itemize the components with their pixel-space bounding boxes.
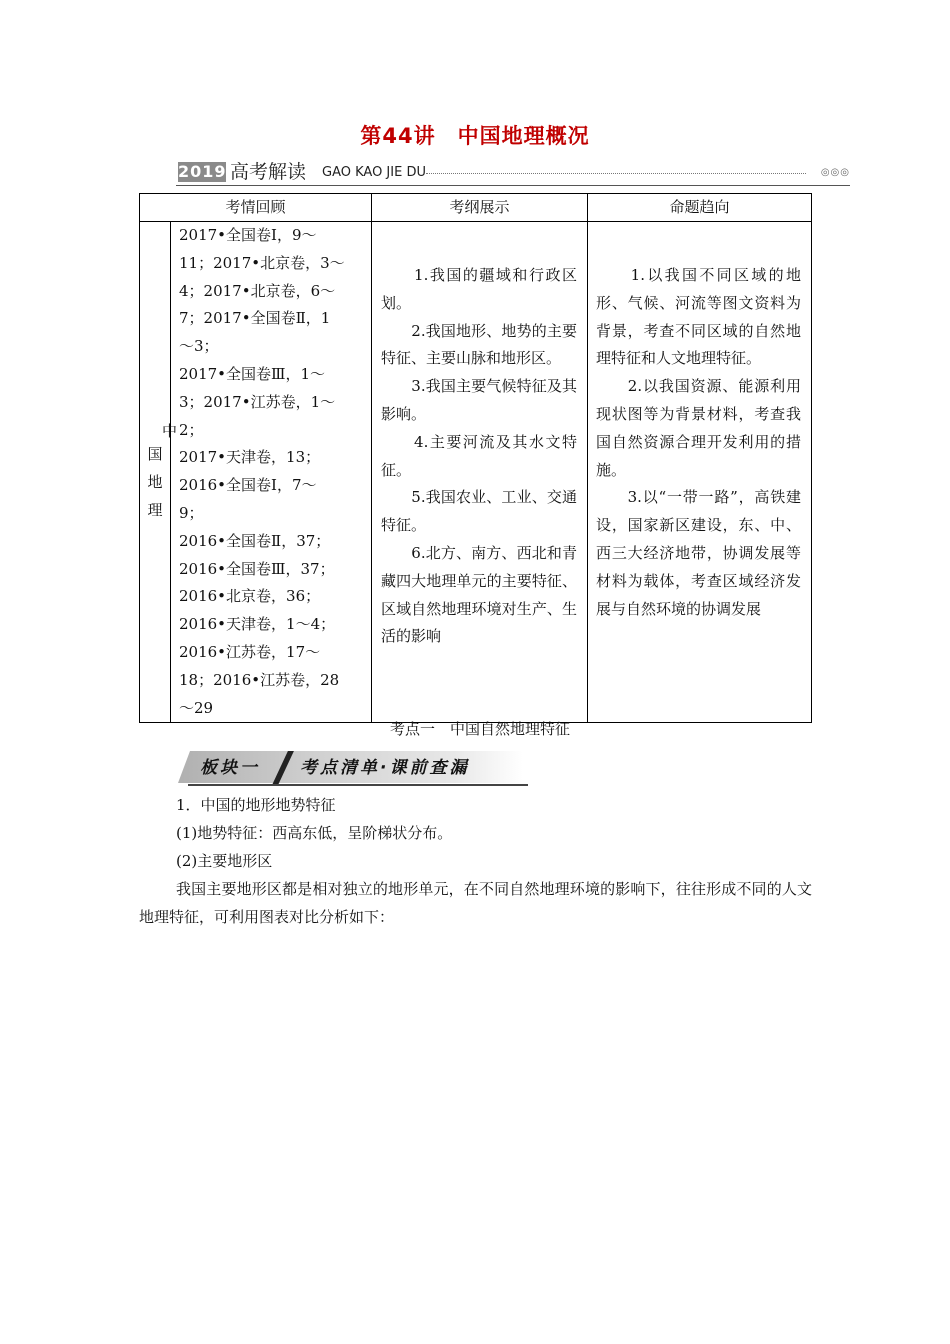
gaokao-banner (176, 159, 850, 185)
kaodian-heading: 考点一 中国自然地理特征 (389, 720, 570, 738)
subheading-2: (2)主要地形区 (176, 852, 273, 870)
banner-title-en: GAO KAO JIE DU (322, 165, 426, 180)
section-banner (178, 751, 528, 787)
heading-1: 1．中国的地形地势特征 (176, 796, 336, 814)
header-review: 考情回顾 (140, 194, 372, 222)
section-part-a: 板块一 (200, 758, 260, 778)
trend-cell (588, 222, 812, 723)
header-trend: 命题趋向 (588, 194, 812, 222)
body-text (139, 791, 812, 931)
exam-years-cell (171, 222, 372, 723)
outline-text: 1.我国的疆域和行政区划。 2.我国地形、地势的主要特征、主要山脉和地形区。 3.我国主要气候特征及其影响。 4.主要河流及其水文特征。 5.我国农业、工业、交通特征。 6.北方、南方、西北和青藏四大地理单元的主要特征、区域自然地理环境对生产、生活的影响 (381, 266, 577, 646)
paragraph: 我国主要地形区都是相对独立的地形单元，在不同自然地理环境的影响下，往往形成不同的人文地理特征，可利用图表对比分析如下： (139, 880, 812, 926)
exam-years-text: 2017•全国卷Ⅰ，9～ 11；2017•北京卷，3～ 4；2017•北京卷，6～ 7；2017•全国卷Ⅱ，1 ～3； 2017•全国卷Ⅲ，1～ 3；2017•江苏卷，1～ 2； 2017•天津卷，13； 2016•全国卷Ⅰ，7～ 9； 2016•全国卷Ⅱ，37； 2016•全国卷Ⅲ，37； 2016•北京卷，36； 2016•天津卷，1～4； 2016•江苏卷，17～ 18；2016•江苏卷，28 ～29 (179, 226, 345, 717)
exam-info-table (139, 193, 812, 723)
banner-dotted-line (426, 173, 806, 174)
banner-rule (176, 185, 850, 186)
row-label-first-char: 中 (162, 422, 178, 440)
header-outline: 考纲展示 (372, 194, 588, 222)
subheading-1: (1)地势特征：西高东低，呈阶梯状分布。 (176, 824, 453, 842)
page-title: 第44讲 中国地理概况 (360, 124, 590, 148)
outline-cell (372, 222, 588, 723)
row-label-cell (140, 222, 178, 723)
banner-dots-icon: ◎◎◎ (820, 167, 850, 178)
banner-title-cn: 高考解读 (230, 161, 307, 183)
banner-year: 2019 (178, 162, 227, 181)
section-part-b: 考点清单·课前查漏 (300, 758, 470, 778)
table-row (140, 222, 812, 723)
section-underline (188, 784, 528, 786)
table-header-row (140, 194, 812, 222)
row-label: 国地理 (147, 445, 163, 520)
trend-text: 1.以我国不同区域的地形、气候、河流等图文资料为背景，考查不同区域的自然地理特征和人文地理特征。 2.以我国资源、能源利用现状图等为背景材料，考查我国自然资源合理开发利用的措施。 3.以“一带一路”，高铁建设，国家新区建设，东、中、西三大经济地带，协调发展等材料为载体，考查区域经济发展与自然环境的协调发展 (596, 266, 801, 618)
